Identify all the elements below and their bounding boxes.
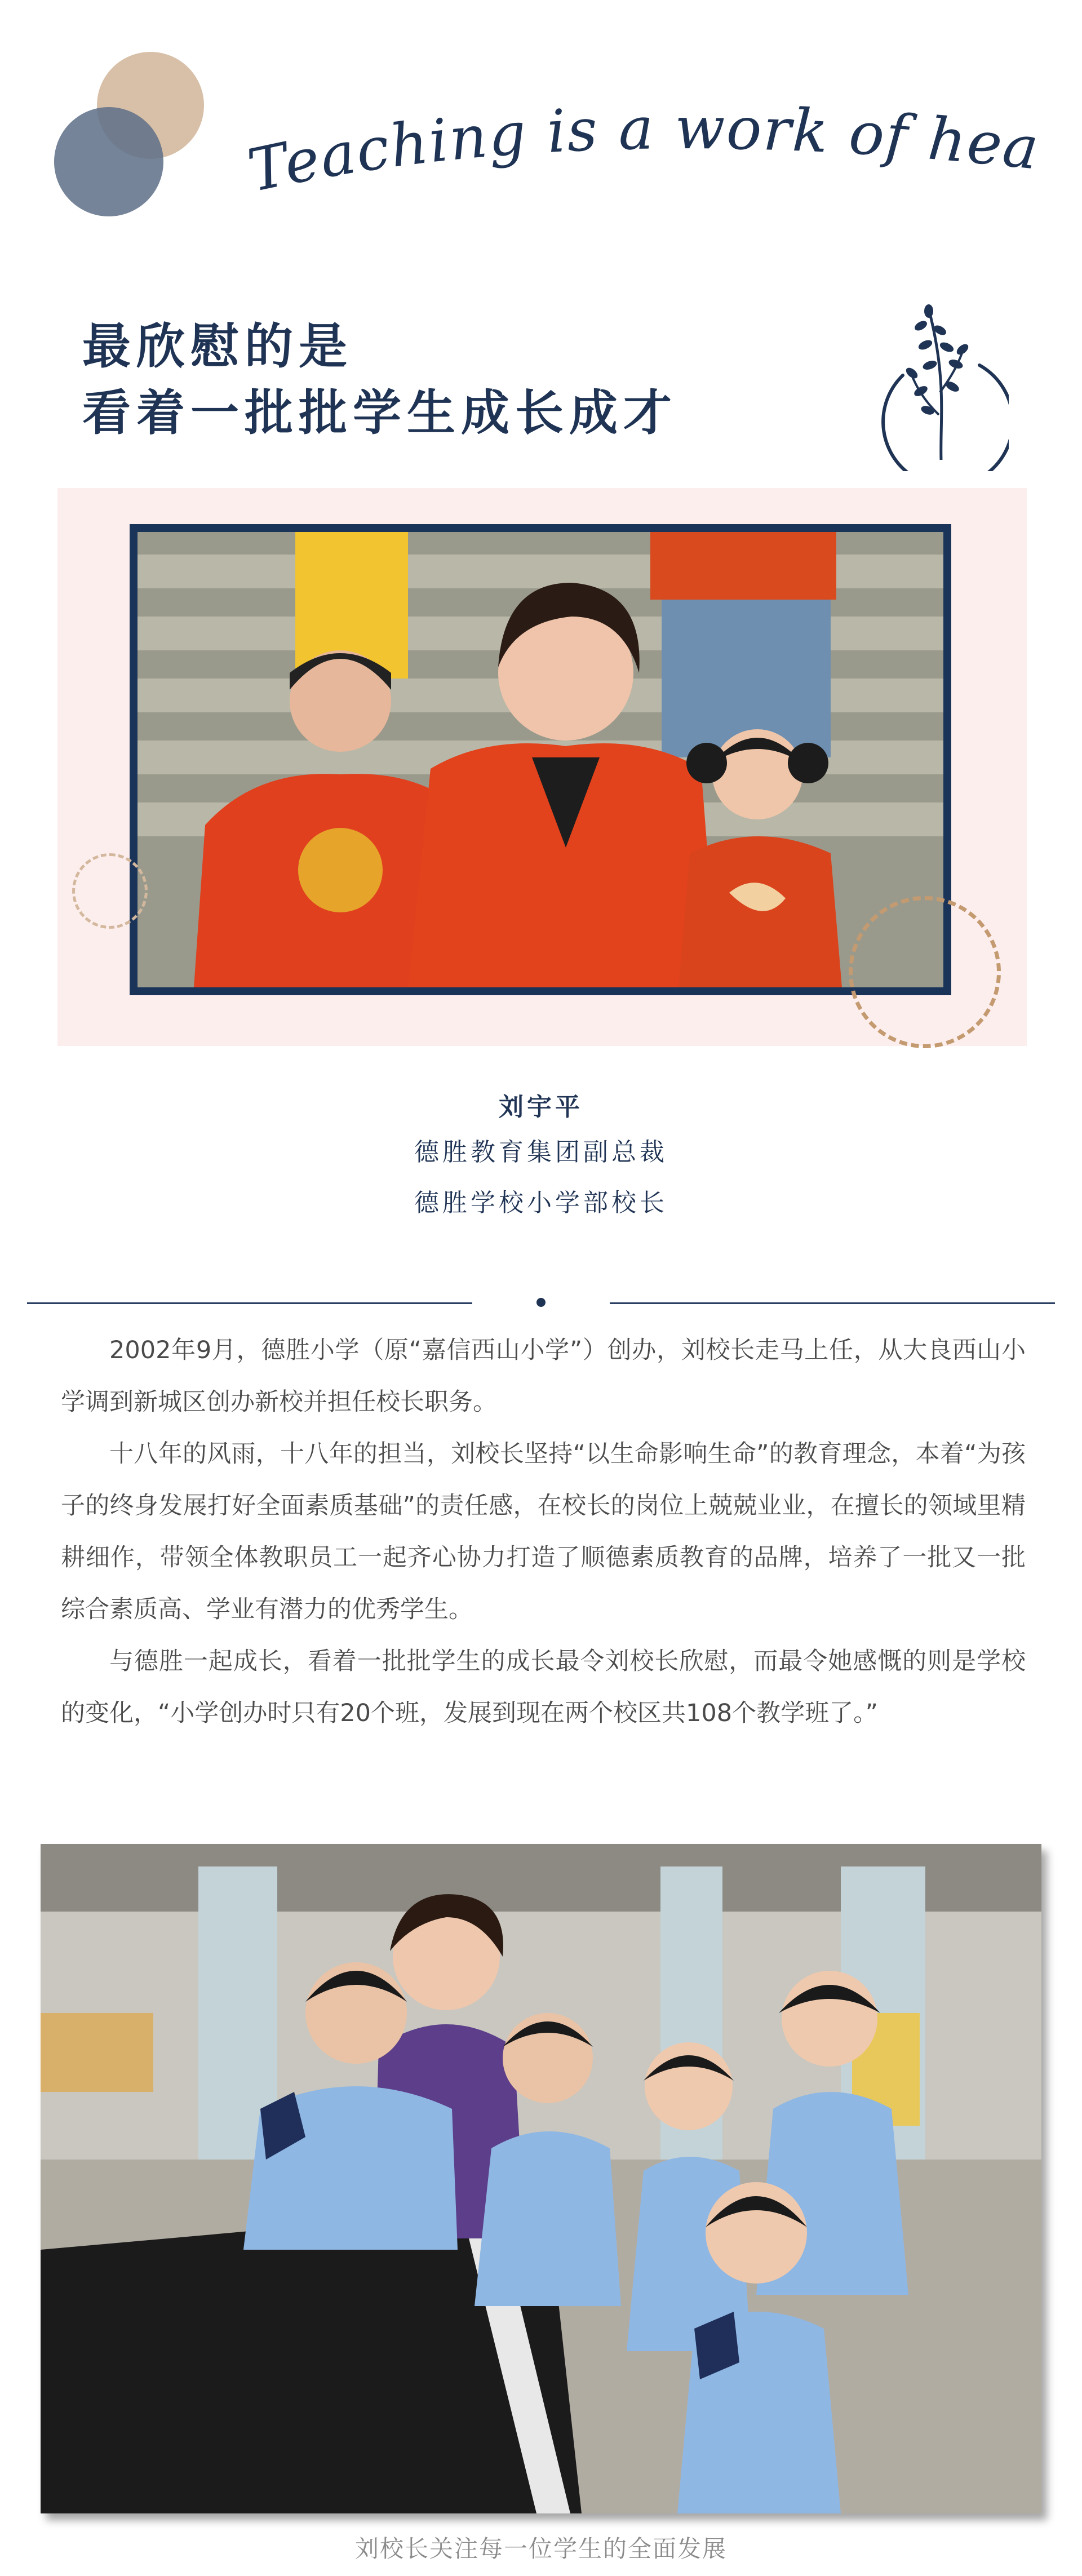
person-name: 刘宇平 (499, 1093, 583, 1121)
section-divider-dot (536, 1298, 546, 1307)
article-body (61, 1324, 1026, 1739)
principal-with-students-photo (130, 524, 951, 995)
tagline-text: Teaching is a work of heart (228, 24, 1043, 206)
svg-text:Teaching is a work of heart (228, 24, 1043, 205)
tagline-script (228, 24, 1043, 214)
person-title-2: 德胜学校小学部校长 (414, 1189, 668, 1217)
article-paragraph: 2002年9月，德胜小学（原“嘉信西山小学”）创办，刘校长走马上任，从大良西山小学调到新城区创办新校并担任校长职务。 (61, 1336, 1026, 1416)
plant-in-circle-icon (862, 291, 1009, 471)
profile-caption (0, 1088, 1082, 1229)
page-headline (82, 313, 759, 446)
section-divider-right (610, 1302, 1055, 1304)
article-paragraph: 与德胜一起成长，看着一批批学生的成长最令刘校长欣慰，而最令她感慨的则是学校的变化，“小学创办时只有20个班，发展到现在两个校区共108个教学班了。” (61, 1647, 1026, 1727)
decorative-dashed-ring-large (849, 896, 1001, 1048)
person-title-1: 德胜教育集团副总裁 (414, 1138, 668, 1167)
article-paragraph: 十八年的风雨，十八年的担当，刘校长坚持“以生命影响生命”的教育理念，本着“为孩子的终身发展打好全面素质基础”的责任感，在校长的岗位上兢兢业业，在擅长的领域里精耕细作，带领全体教职员工一起齐心协力打造了顺德素质教育的品牌，培养了一批又一批综合素质高、学业有潜力的优秀学生。 (61, 1440, 1026, 1624)
decorative-circle-blue (54, 107, 163, 216)
photo-caption: 刘校长关注每一位学生的全面发展 (354, 2535, 727, 2562)
students-at-piano-photo (41, 1844, 1041, 2513)
headline-line-2: 看着一批批学生成长成才 (82, 385, 677, 441)
decorative-dashed-ring-small (72, 853, 148, 929)
headline-line-1: 最欣慰的是 (82, 318, 353, 375)
section-divider-left (27, 1302, 472, 1304)
